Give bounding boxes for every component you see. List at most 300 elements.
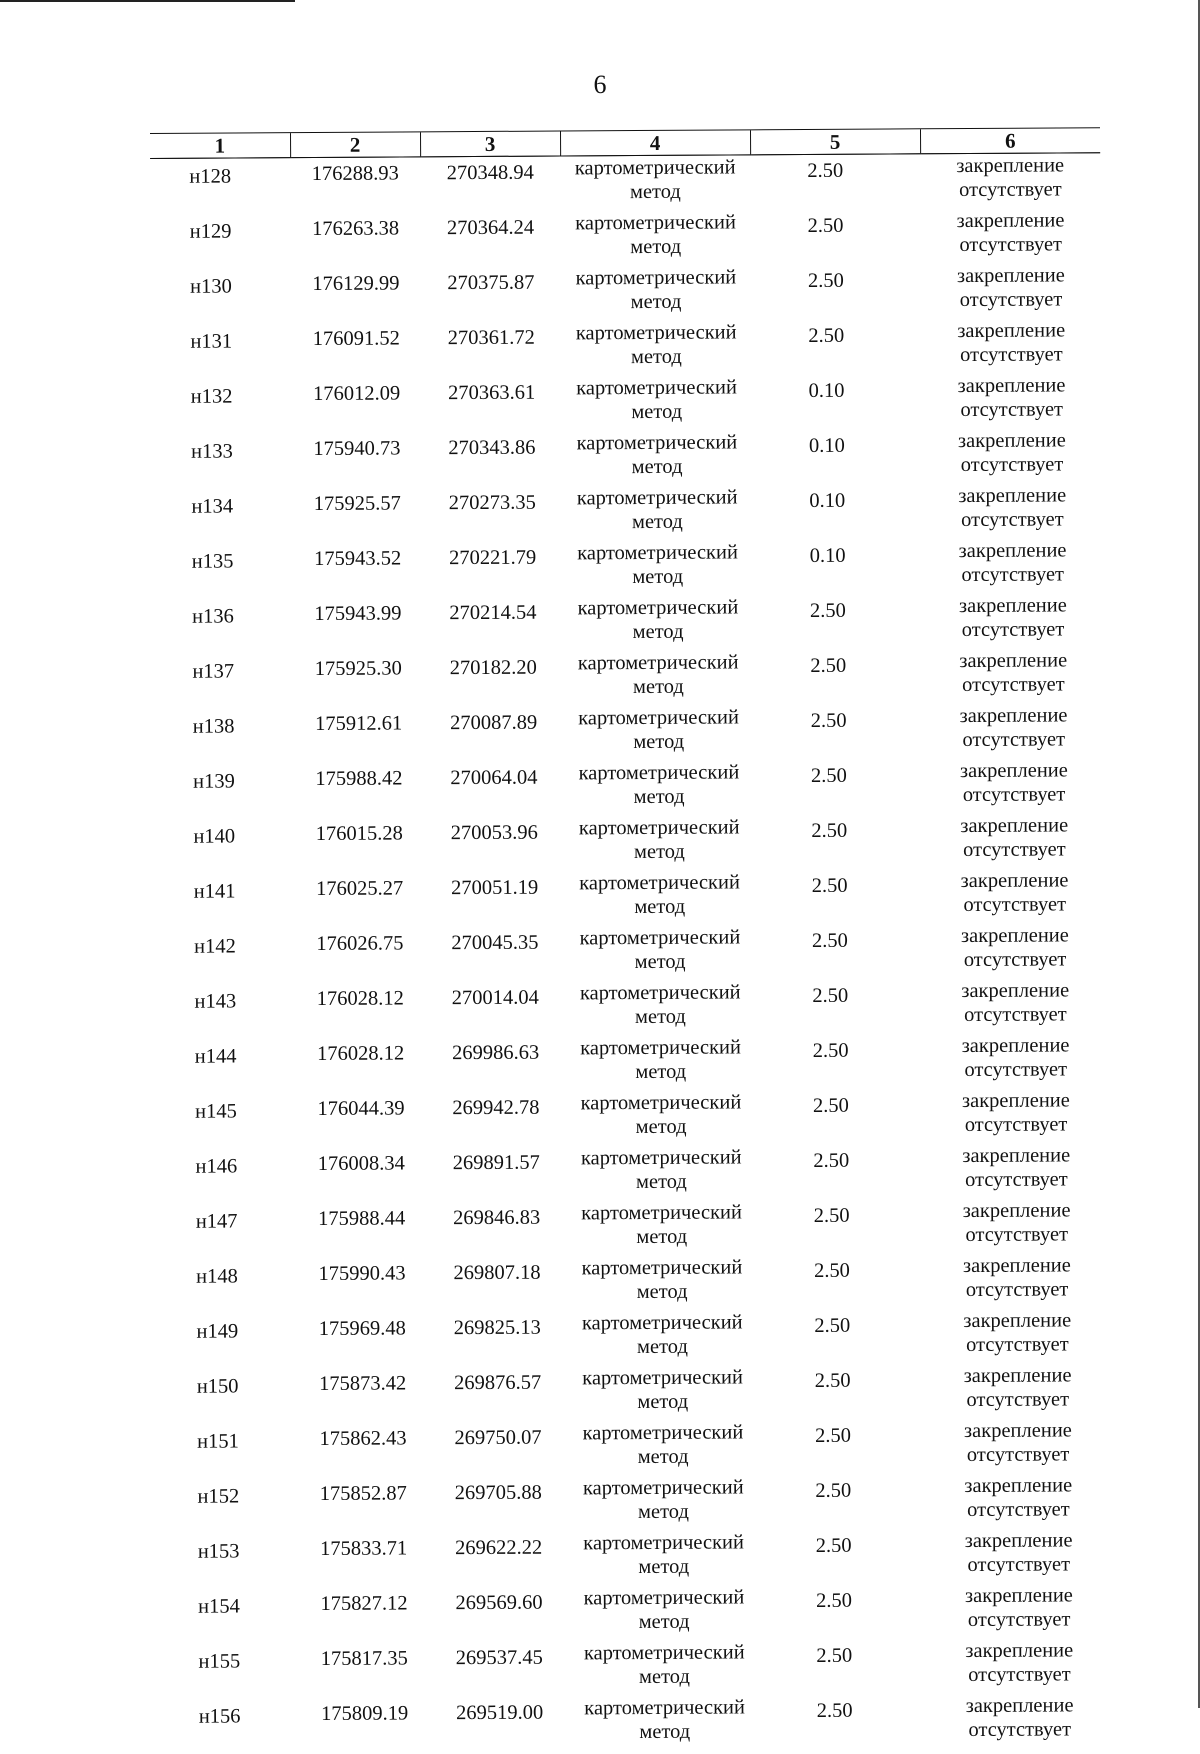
precision-cell: 0.10 <box>809 544 846 567</box>
x-coordinate-cell: 175817.35 <box>320 1647 408 1670</box>
method-cell-line-2: метод <box>639 1720 691 1744</box>
fixation-cell-line-2: отсутствует <box>960 398 1064 422</box>
table-row <box>158 1473 1108 1534</box>
fixation-cell-line-2: отсутствует <box>968 1718 1072 1742</box>
method-cell <box>563 650 753 706</box>
point-name-cell: н155 <box>198 1650 241 1673</box>
point-name-cell: н156 <box>198 1705 241 1728</box>
precision-cell: 2.50 <box>816 1644 853 1667</box>
fixation-cell-line-1: закрепление <box>960 924 1069 948</box>
point-name-cell: н132 <box>190 385 233 408</box>
table-row <box>156 1143 1106 1204</box>
fixation-cell-line-2: отсутствует <box>963 948 1067 972</box>
y-coordinate-cell: 270348.94 <box>446 161 534 185</box>
point-name-cell: н145 <box>195 1100 237 1123</box>
method-cell-line-2: метод <box>634 1005 686 1029</box>
fixation-cell-line-2: отсутствует <box>961 508 1064 532</box>
fixation-cell-line-1: закрепление <box>961 1089 1070 1113</box>
fixation-cell <box>924 703 1104 759</box>
fixation-cell <box>924 813 1104 869</box>
table-row <box>150 208 1100 269</box>
method-cell <box>567 1200 757 1256</box>
method-cell <box>560 210 750 266</box>
point-name-cell: н141 <box>193 880 236 903</box>
point-name-cell: н143 <box>194 990 237 1013</box>
x-coordinate-cell: 175852.87 <box>319 1482 407 1505</box>
method-cell <box>564 815 754 871</box>
precision-cell: 2.50 <box>810 764 847 787</box>
table-row <box>160 1693 1110 1754</box>
method-cell-line-2: метод <box>637 1390 689 1414</box>
x-coordinate-cell: 175943.99 <box>314 602 402 626</box>
method-cell-line-1: картометрический <box>577 541 738 565</box>
fixation-cell-line-2: отсутствует <box>962 783 1066 807</box>
fixation-cell-line-1: закрепление <box>961 1034 1070 1058</box>
precision-cell: 2.50 <box>814 1314 851 1337</box>
point-name-cell: н136 <box>192 605 234 628</box>
precision-cell: 0.10 <box>808 379 845 402</box>
point-name-cell: н151 <box>197 1430 239 1453</box>
x-coordinate-cell: 176015.28 <box>315 822 403 846</box>
precision-cell: 2.50 <box>807 159 844 182</box>
fixation-cell-line-1: закрепление <box>958 484 1067 508</box>
method-cell <box>569 1530 759 1586</box>
table-row <box>152 483 1102 544</box>
method-cell-line-2: метод <box>634 950 686 974</box>
fixation-cell-line-1: закрепление <box>960 814 1069 838</box>
method-cell-line-2: метод <box>636 1280 688 1304</box>
fixation-cell-line-2: отсутствует <box>966 1388 1070 1412</box>
method-cell-line-1: картометрический <box>576 431 738 455</box>
x-coordinate-cell: 176026.75 <box>316 932 404 955</box>
point-name-cell: н148 <box>196 1265 238 1288</box>
method-cell-line-2: метод <box>636 1225 688 1249</box>
point-name-cell: н134 <box>191 495 234 518</box>
method-cell <box>568 1475 758 1531</box>
table-row <box>158 1363 1108 1424</box>
x-coordinate-cell: 176044.39 <box>317 1097 405 1120</box>
method-cell <box>563 540 753 596</box>
fixation-cell <box>922 483 1102 539</box>
method-cell <box>561 320 751 376</box>
table-row <box>152 428 1102 489</box>
method-cell-line-1: картометрический <box>574 156 736 180</box>
fixation-cell <box>922 538 1102 594</box>
table-row <box>153 593 1103 654</box>
y-coordinate-cell: 270064.04 <box>450 766 538 790</box>
fixation-cell-line-2: отсутствует <box>960 343 1063 367</box>
fixation-cell <box>926 1143 1106 1199</box>
precision-cell: 2.50 <box>815 1589 852 1612</box>
method-cell <box>567 1255 757 1311</box>
x-coordinate-cell: 175940.73 <box>313 437 401 461</box>
x-coordinate-cell: 175862.43 <box>319 1427 407 1450</box>
table-row <box>151 318 1101 379</box>
fixation-cell-line-1: закрепление <box>956 209 1065 233</box>
method-cell-line-1: картометрический <box>575 321 737 345</box>
table-row <box>153 648 1103 709</box>
method-cell <box>561 375 751 431</box>
method-cell-line-2: метод <box>635 1115 687 1139</box>
method-cell-line-1: картометрический <box>577 651 739 675</box>
fixation-cell <box>928 1363 1108 1419</box>
y-coordinate-cell: 269891.57 <box>452 1151 540 1175</box>
method-cell <box>562 430 752 486</box>
y-coordinate-cell: 270364.24 <box>446 216 535 240</box>
method-cell-line-2: метод <box>637 1445 689 1469</box>
x-coordinate-cell: 175988.44 <box>318 1207 406 1230</box>
fixation-cell <box>925 923 1105 979</box>
fixation-cell-line-1: закрепление <box>958 539 1067 563</box>
y-coordinate-cell: 269807.18 <box>453 1261 541 1285</box>
method-cell-line-1: картометрический <box>575 211 736 235</box>
fixation-cell-line-1: закрепление <box>962 1199 1071 1223</box>
method-cell-line-2: метод <box>632 620 684 644</box>
x-coordinate-cell: 175873.42 <box>319 1372 407 1395</box>
point-name-cell: н146 <box>195 1155 238 1178</box>
method-cell <box>566 1035 756 1091</box>
point-name-cell: н137 <box>192 660 235 683</box>
precision-cell: 0.10 <box>809 489 846 512</box>
fixation-cell <box>926 1088 1106 1144</box>
precision-cell: 2.50 <box>810 709 847 732</box>
table-row <box>154 758 1104 819</box>
x-coordinate-cell: 175988.42 <box>315 767 403 791</box>
x-coordinate-cell: 175833.71 <box>320 1537 408 1560</box>
x-coordinate-cell: 175809.19 <box>321 1702 409 1725</box>
y-coordinate-cell: 270045.35 <box>451 931 539 955</box>
method-cell-line-1: картометрический <box>584 1696 746 1720</box>
fixation-cell-line-2: отсутствует <box>964 1058 1068 1082</box>
precision-cell: 2.50 <box>812 984 849 1007</box>
fixation-cell-line-1: закрепление <box>956 264 1065 288</box>
point-name-cell: н128 <box>189 165 232 188</box>
method-cell-line-1: картометрический <box>581 1201 743 1225</box>
precision-cell: 2.50 <box>813 1149 850 1172</box>
method-cell-line-1: картометрический <box>576 486 738 510</box>
column-header-3: 3 <box>420 131 560 157</box>
fixation-cell-line-2: отсутствует <box>963 893 1067 917</box>
table-row <box>153 538 1103 599</box>
fixation-cell-line-2: отсутствует <box>961 563 1065 587</box>
fixation-cell-line-1: закрепление <box>962 1254 1071 1278</box>
method-cell-line-2: метод <box>637 1500 689 1524</box>
fixation-cell-line-2: отсутствует <box>965 1223 1069 1247</box>
point-name-cell: н150 <box>196 1375 239 1398</box>
fixation-cell <box>921 318 1101 374</box>
fixation-cell-line-1: закрепление <box>957 319 1066 343</box>
method-cell-line-1: картометрический <box>580 1091 742 1115</box>
point-name-cell: н139 <box>193 770 235 793</box>
table-body <box>150 153 1110 1754</box>
table-row <box>157 1308 1107 1369</box>
method-cell <box>562 485 752 541</box>
precision-cell: 2.50 <box>810 654 847 677</box>
fixation-cell-line-2: отсутствует <box>960 453 1064 477</box>
y-coordinate-cell: 270343.86 <box>448 436 536 460</box>
x-coordinate-cell: 176028.12 <box>316 987 404 1010</box>
y-coordinate-cell: 270051.19 <box>450 876 539 900</box>
fixation-cell-line-1: закрепление <box>964 1474 1073 1498</box>
method-cell <box>568 1365 758 1421</box>
method-cell-line-2: метод <box>630 345 682 369</box>
method-cell-line-1: картометрический <box>578 706 739 730</box>
precision-cell: 2.50 <box>811 874 848 897</box>
method-cell-line-1: картометрический <box>580 1146 742 1170</box>
y-coordinate-cell: 269537.45 <box>455 1646 543 1670</box>
y-coordinate-cell: 269876.57 <box>454 1371 542 1395</box>
method-cell-line-1: картометрический <box>577 596 739 620</box>
table-row <box>155 978 1105 1039</box>
point-name-cell: н152 <box>197 1485 240 1508</box>
fixation-cell-line-2: отсутствует <box>962 728 1066 752</box>
method-cell-line-2: метод <box>632 565 684 589</box>
method-cell <box>560 155 750 212</box>
fixation-cell-line-2: отсутствует <box>965 1278 1069 1302</box>
method-cell-line-1: картометрический <box>575 266 737 290</box>
fixation-cell-line-1: закрепление <box>963 1309 1072 1333</box>
column-header-6: 6 <box>920 128 1100 154</box>
column-header-5: 5 <box>750 129 920 155</box>
fixation-cell <box>929 1583 1109 1639</box>
precision-cell: 2.50 <box>816 1699 853 1722</box>
fixation-cell <box>920 208 1100 264</box>
method-cell-line-1: картометрический <box>582 1476 744 1500</box>
y-coordinate-cell: 269825.13 <box>453 1316 541 1340</box>
x-coordinate-cell: 175925.30 <box>314 657 402 681</box>
method-cell <box>561 265 751 321</box>
method-cell-line-2: метод <box>638 1555 690 1579</box>
table-row <box>156 1033 1106 1094</box>
fixation-cell <box>927 1308 1107 1364</box>
method-cell-line-1: картометрический <box>579 871 740 895</box>
point-name-cell: н147 <box>195 1210 238 1233</box>
x-coordinate-cell: 175912.61 <box>314 712 403 736</box>
fixation-cell-line-2: отсутствует <box>962 673 1065 697</box>
precision-cell: 2.50 <box>808 324 845 347</box>
fixation-cell-line-2: отсутствует <box>968 1663 1071 1687</box>
fixation-cell-line-2: отсутствует <box>961 618 1065 642</box>
table-row <box>157 1198 1107 1259</box>
precision-cell: 0.10 <box>808 434 845 457</box>
x-coordinate-cell: 175827.12 <box>320 1592 408 1615</box>
fixation-cell <box>927 1253 1107 1309</box>
method-cell-line-1: картометрический <box>578 761 740 785</box>
method-cell-line-2: метод <box>638 1665 690 1689</box>
scan-edge-line <box>0 0 295 2</box>
page-number: 6 <box>593 70 607 99</box>
precision-cell: 2.50 <box>814 1424 851 1447</box>
x-coordinate-cell: 176129.99 <box>312 272 400 296</box>
method-cell <box>566 1145 756 1201</box>
table-row <box>152 373 1102 434</box>
coordinates-table <box>150 127 1110 1754</box>
point-name-cell: н153 <box>197 1540 240 1563</box>
fixation-cell-line-1: закрепление <box>956 154 1065 178</box>
y-coordinate-cell: 269942.78 <box>452 1096 540 1120</box>
fixation-cell <box>924 758 1104 814</box>
precision-cell: 2.50 <box>815 1534 852 1557</box>
fixation-cell <box>923 593 1103 649</box>
method-cell-line-2: метод <box>630 235 682 259</box>
fixation-cell-line-1: закрепление <box>959 649 1068 673</box>
method-cell-line-1: картометрический <box>580 1036 742 1060</box>
precision-cell: 2.50 <box>807 269 844 292</box>
x-coordinate-cell: 176288.93 <box>311 162 399 186</box>
method-cell-line-2: метод <box>636 1335 688 1359</box>
precision-cell: 2.50 <box>811 929 848 952</box>
y-coordinate-cell: 270363.61 <box>447 381 536 405</box>
fixation-cell <box>930 1693 1110 1749</box>
fixation-cell <box>921 373 1101 429</box>
precision-cell: 2.50 <box>812 1039 849 1062</box>
fixation-cell <box>926 1033 1106 1089</box>
fixation-cell <box>920 153 1100 210</box>
y-coordinate-cell: 269519.00 <box>456 1701 544 1725</box>
y-coordinate-cell: 270375.87 <box>447 271 535 295</box>
method-cell-line-1: картометрический <box>583 1531 745 1555</box>
method-cell-line-1: картометрический <box>578 816 740 840</box>
method-cell-line-2: метод <box>633 840 685 864</box>
point-name-cell: н140 <box>193 825 236 848</box>
point-name-cell: н142 <box>194 935 236 958</box>
fixation-cell-line-1: закрепление <box>959 759 1068 783</box>
precision-cell: 2.50 <box>811 819 848 842</box>
fixation-cell <box>929 1638 1109 1694</box>
precision-cell: 2.50 <box>809 599 846 622</box>
method-cell-line-2: метод <box>635 1170 687 1194</box>
point-name-cell: н138 <box>192 715 235 738</box>
x-coordinate-cell: 175943.52 <box>313 547 402 571</box>
y-coordinate-cell: 270273.35 <box>448 491 536 515</box>
table-row <box>150 153 1100 214</box>
y-coordinate-cell: 270014.04 <box>451 986 539 1010</box>
method-cell-line-2: метод <box>633 785 685 809</box>
x-coordinate-cell: 176028.12 <box>316 1042 405 1065</box>
fixation-cell-line-2: отсутствует <box>967 1498 1070 1522</box>
fixation-cell <box>922 428 1102 484</box>
method-cell <box>569 1585 759 1641</box>
fixation-cell-line-1: закрепление <box>961 979 1070 1003</box>
method-cell <box>570 1695 760 1751</box>
fixation-cell <box>929 1528 1109 1584</box>
table-row <box>159 1638 1109 1699</box>
method-cell-line-2: метод <box>638 1610 690 1634</box>
fixation-cell-line-1: закрепление <box>965 1639 1074 1663</box>
method-cell-line-1: картометрический <box>576 376 737 400</box>
method-cell-line-1: картометрический <box>583 1586 745 1610</box>
precision-cell: 2.50 <box>815 1479 852 1502</box>
fixation-cell-line-1: закрепление <box>960 869 1069 893</box>
fixation-cell-line-1: закрепление <box>964 1529 1073 1553</box>
point-name-cell: н135 <box>191 550 234 573</box>
precision-cell: 2.50 <box>813 1204 850 1227</box>
y-coordinate-cell: 270087.89 <box>449 711 538 735</box>
fixation-cell-line-1: закрепление <box>963 1419 1072 1443</box>
method-cell-line-1: картометрический <box>581 1256 743 1280</box>
fixation-cell <box>921 263 1101 319</box>
table-row <box>151 263 1101 324</box>
method-cell-line-1: картометрический <box>583 1641 745 1665</box>
table-row <box>158 1418 1108 1479</box>
y-coordinate-cell: 269569.60 <box>455 1591 543 1615</box>
x-coordinate-cell: 175969.48 <box>318 1317 406 1340</box>
fixation-cell-line-2: отсутствует <box>966 1333 1069 1357</box>
point-name-cell: н131 <box>190 330 233 353</box>
x-coordinate-cell: 176012.09 <box>312 382 401 406</box>
y-coordinate-cell: 269986.63 <box>451 1041 540 1065</box>
method-cell <box>569 1640 759 1696</box>
method-cell-line-1: картометрический <box>579 981 741 1005</box>
method-cell-line-1: картометрический <box>579 926 741 950</box>
method-cell <box>568 1420 758 1476</box>
fixation-cell-line-1: закрепление <box>957 429 1066 453</box>
y-coordinate-cell: 270182.20 <box>449 656 537 680</box>
point-name-cell: н130 <box>189 275 232 298</box>
y-coordinate-cell: 270221.79 <box>448 546 537 570</box>
fixation-cell-line-2: отсутствует <box>966 1443 1070 1467</box>
fixation-cell-line-2: отсутствует <box>965 1168 1068 1192</box>
method-cell-line-2: метод <box>631 400 683 424</box>
table-row <box>155 868 1105 929</box>
method-cell-line-1: картометрический <box>582 1421 744 1445</box>
table-row <box>154 813 1104 874</box>
method-cell <box>563 595 753 651</box>
fixation-cell-line-2: отсутствует <box>959 178 1062 202</box>
x-coordinate-cell: 176008.34 <box>317 1152 405 1175</box>
column-header-2: 2 <box>290 132 420 158</box>
fixation-cell-line-1: закрепление <box>958 594 1067 618</box>
fixation-cell-line-2: отсутствует <box>967 1553 1071 1577</box>
fixation-cell-line-2: отсутствует <box>964 1113 1068 1137</box>
method-cell <box>565 870 755 926</box>
x-coordinate-cell: 176263.38 <box>311 217 400 241</box>
x-coordinate-cell: 176025.27 <box>315 877 404 900</box>
y-coordinate-cell: 269750.07 <box>454 1426 542 1450</box>
method-cell-line-2: метод <box>635 1060 687 1084</box>
fixation-cell <box>928 1418 1108 1474</box>
table-row <box>154 703 1104 764</box>
fixation-cell-line-1: закрепление <box>957 374 1066 398</box>
y-coordinate-cell: 269705.88 <box>454 1481 542 1505</box>
x-coordinate-cell: 176091.52 <box>312 327 400 351</box>
method-cell-line-2: метод <box>630 290 682 314</box>
column-header-1: 1 <box>150 133 290 159</box>
method-cell <box>565 980 755 1036</box>
method-cell-line-2: метод <box>633 730 685 754</box>
y-coordinate-cell: 269846.83 <box>453 1206 541 1230</box>
method-cell <box>566 1090 756 1146</box>
fixation-cell-line-2: отсутствует <box>959 288 1063 312</box>
method-cell-line-2: метод <box>629 180 681 204</box>
precision-cell: 2.50 <box>812 1094 849 1117</box>
table-row <box>155 923 1105 984</box>
method-cell <box>564 760 754 816</box>
table-row <box>157 1253 1107 1314</box>
precision-cell: 2.50 <box>814 1369 851 1392</box>
column-header-4: 4 <box>560 130 750 156</box>
fixation-cell-line-2: отсутствует <box>964 1003 1067 1027</box>
fixation-cell-line-2: отсутствует <box>959 233 1063 257</box>
fixation-cell-line-2: отсутствует <box>963 838 1066 862</box>
fixation-cell <box>925 868 1105 924</box>
fixation-cell <box>927 1198 1107 1254</box>
x-coordinate-cell: 175990.43 <box>318 1262 406 1285</box>
fixation-cell-line-2: отсутствует <box>967 1608 1071 1632</box>
y-coordinate-cell: 270214.54 <box>449 601 537 625</box>
x-coordinate-cell: 175925.57 <box>313 492 401 516</box>
fixation-cell-line-1: закрепление <box>963 1364 1072 1388</box>
